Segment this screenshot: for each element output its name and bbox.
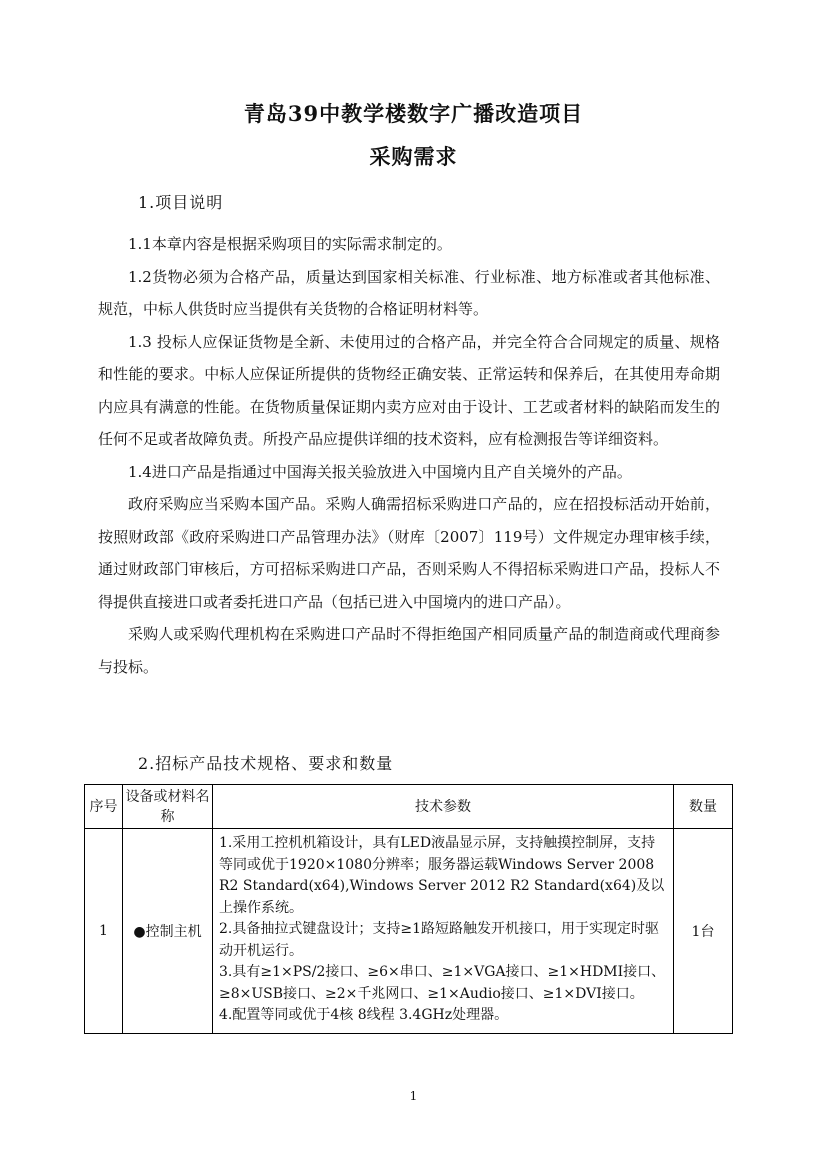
paragraph-1-1: 1.1本章内容是根据采购项目的实际需求制定的。 (128, 235, 452, 253)
paragraph-1-3: 1.3 投标人应保证货物是全新、未使用过的合格产品，并完全符合合同规定的质量、规格和性能的要求。中标人应保证所提供的货物经正确安装、正常运转和保养后，在其使用寿命期内应具有满意的性能。在货物质量保证期内卖方应对由于设计、工艺或者材料的缺陷而发生的任何不足或者故障负责。所投产品应提供详细的技术资料，应有检测报告等详细资料。 (98, 332, 720, 448)
param-item: 1.采用工控机机箱设计，具有LED液晶显示屏，支持触摸控制屏，支持等同或优于1920×1080分辨率；服务器运载Windows Server 2008 R2 Standard(x64),Windows Server 2012 R2 Standard(x64)及以上操作系统。 (219, 835, 665, 916)
table-header-row (85, 785, 733, 829)
paragraph-domestic-products: 政府采购应当采购本国产品。采购人确需招标采购进口产品的，应在招投标活动开始前，按照财政部《政府采购进口产品管理办法》（财库〔2007〕119号）文件规定办理审核手续，通过财政部门审核后，方可招标采购进口产品，否则采购人不得招标采购进口产品，投标人不得提供直接进口或者委托进口产品（包括已进入中国境内的进口产品）。 (98, 495, 720, 611)
param-item: 4.配置等同或优于4核 8线程 3.4GHz处理器。 (219, 1007, 509, 1023)
row-item-name: ●控制主机 (123, 829, 213, 1034)
param-item: 3.具有≥1×PS/2接口、≥6×串口、≥1×VGA接口、≥1×HDMI接口、≥8×USB接口、≥2×千兆网口、≥1×Audio接口、≥1×DVI接口。 (219, 964, 666, 1002)
section-heading-technical-specs: 2.招标产品技术规格、要求和数量 (138, 754, 394, 773)
header-technical-params: 技术参数 (213, 785, 674, 829)
paragraph-import-restriction: 采购人或采购代理机构在采购进口产品时不得拒绝国产相同质量产品的制造商或代理商参与投标。 (98, 625, 720, 676)
page-number: 1 (409, 1089, 418, 1103)
row-quantity: 1台 (674, 829, 733, 1034)
paragraph-1-4: 1.4进口产品是指通过中国海关报关验放进入中国境内且产自关境外的产品。 (128, 462, 632, 481)
param-item: 2.具备抽拉式键盘设计；支持≥1路短路触发开机接口，用于实现定时驱动开机运行。 (219, 921, 659, 959)
header-quantity: 数量 (674, 785, 733, 829)
section-heading-project-description: 1.项目说明 (138, 193, 224, 212)
project-description-body (98, 228, 720, 683)
paragraph-1-2: 1.2货物必须为合格产品，质量达到国家相关标准、行业标准、地方标准或者其他标准、规范，中标人供货时应当提供有关货物的合格证明材料等。 (98, 267, 720, 318)
row-index: 1 (85, 829, 123, 1034)
header-index: 序号 (85, 785, 123, 829)
header-item-name: 设备或材料名称 (123, 785, 213, 829)
row-technical-params (213, 829, 674, 1034)
technical-spec-table (84, 784, 733, 1034)
document-title: 青岛39中教学楼数字广播改造项目 (243, 101, 584, 126)
table-row (85, 829, 733, 1034)
document-subtitle: 采购需求 (369, 144, 458, 169)
